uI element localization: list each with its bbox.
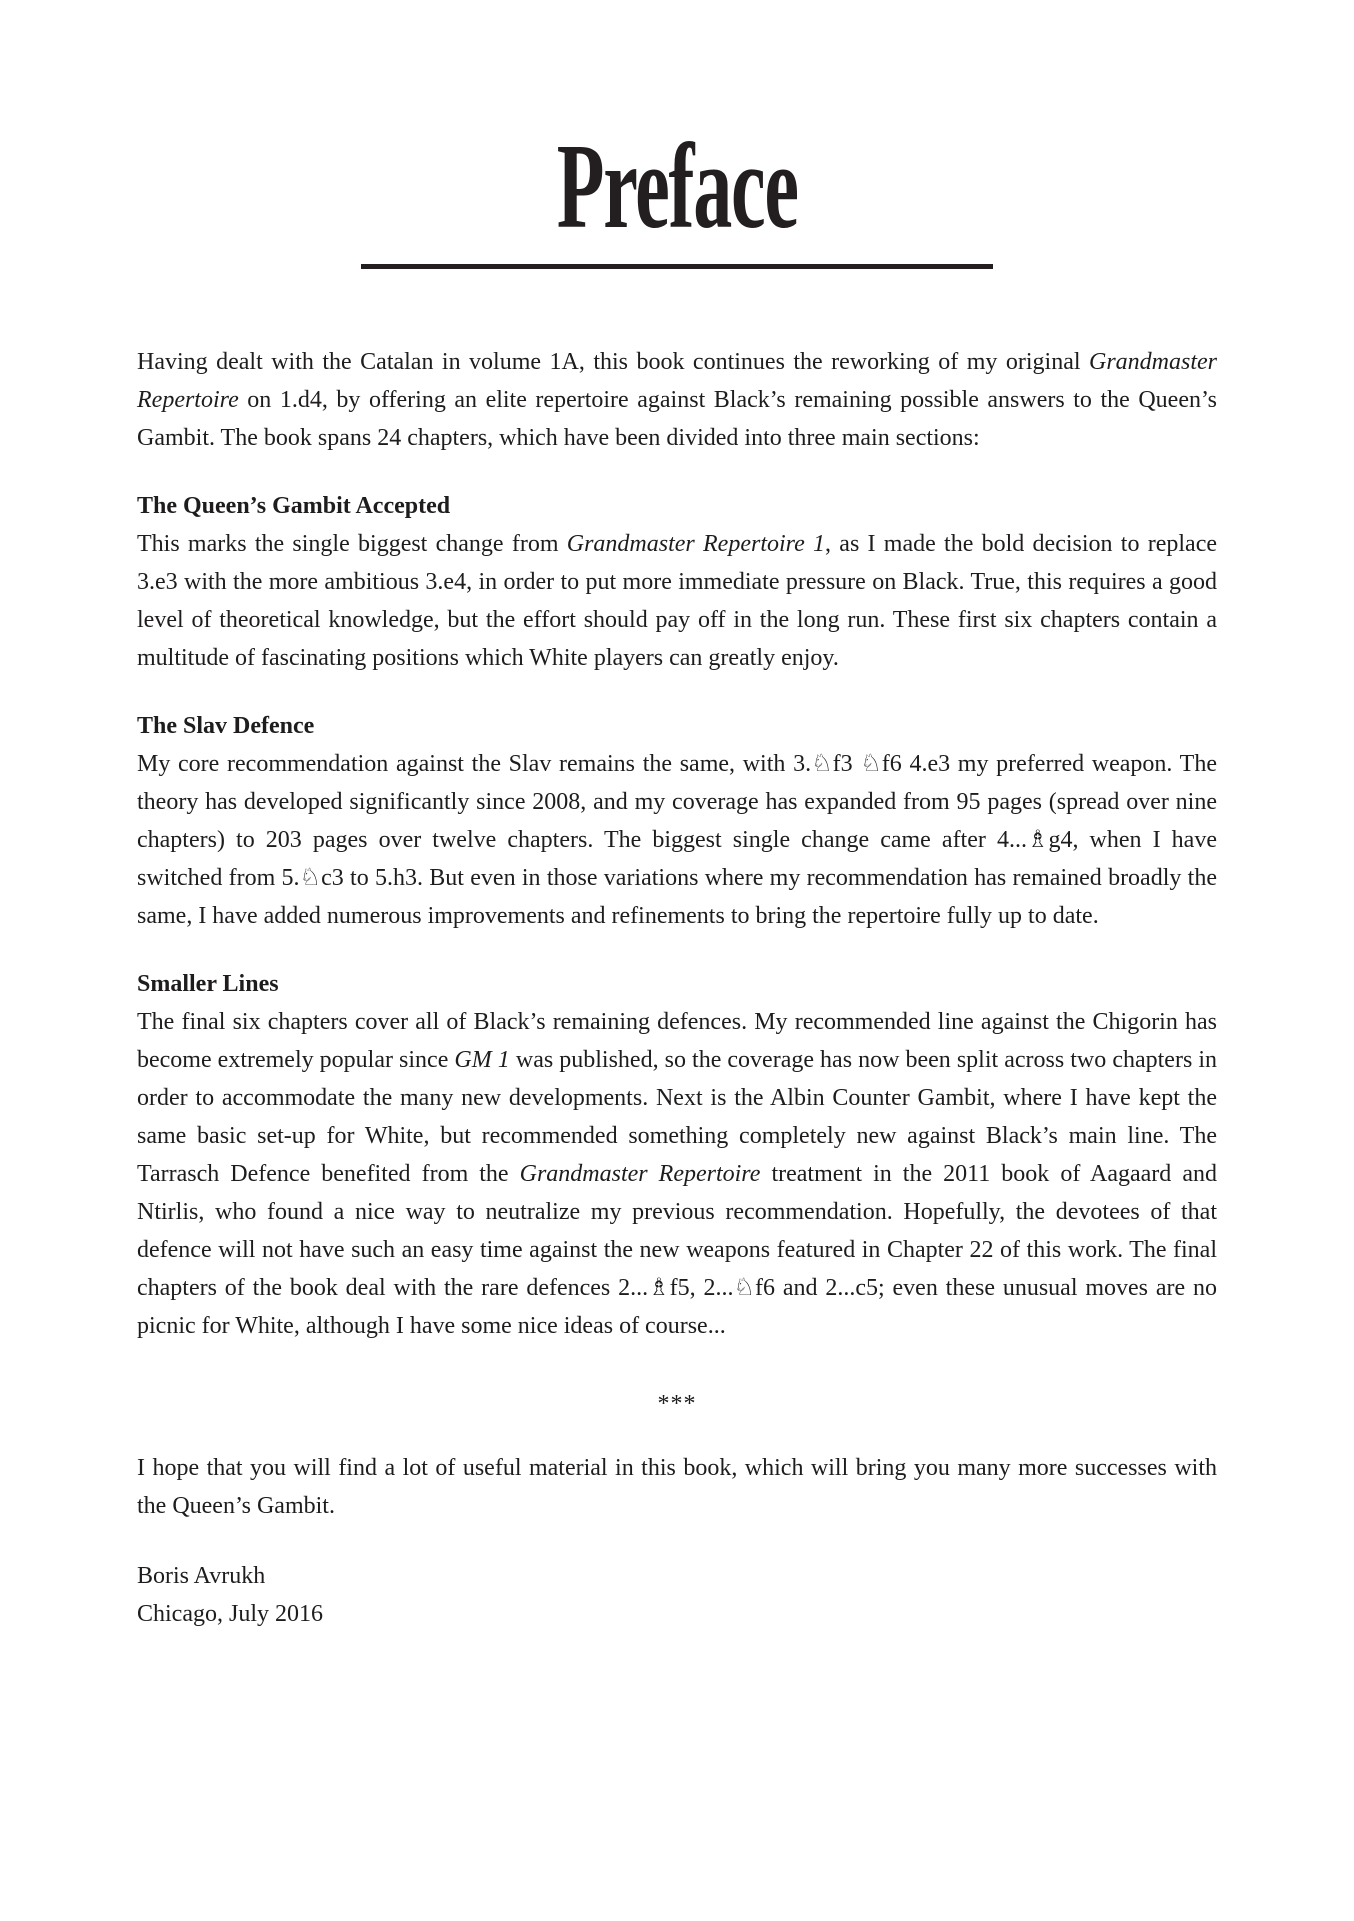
- text-run: Having dealt with the Catalan in volume 1A, this book continues the reworking of my original: [137, 349, 1089, 375]
- title-rule: [361, 264, 993, 269]
- signature-block: [137, 1557, 1217, 1633]
- page-title-wrap: [0, 119, 1354, 254]
- italic-text-run: Grandmaster Repertoire: [519, 1161, 761, 1187]
- section-paragraph: [137, 745, 1217, 935]
- italic-text-run: Grandmaster Repertoire 1: [566, 531, 826, 557]
- text-run: The final six chapters cover all of Black’s remaining defences. My recommended line against the Chigorin has become extremely popular since: [137, 1009, 1217, 1073]
- section-paragraph: [137, 1003, 1217, 1345]
- section-heading: Smaller Lines: [137, 971, 279, 997]
- section-separator: ***: [657, 1391, 697, 1417]
- text-run: was published, so the coverage has now been split across two chapters in order to accommodate the many new developments. Next is the Albin Counter Gambit, where I have kept the same basic set-up for White, but recommended something completely new against Black’s main line. The Tarrasch Defence benefited from the: [137, 1047, 1218, 1187]
- section-heading: The Slav Defence: [137, 713, 315, 739]
- text-run: This marks the single biggest change from: [137, 531, 567, 557]
- text-run: treatment in the 2011 book of Aagaard and Ntirlis, who found a nice way to neutralize my previous recommendation. Hopefully, the devotees of that defence will not have such an easy time against the new weapons featured in Chapter 22 of this work. The final chapters of the book deal with the rare defences 2...♗f5, 2...♘f6 and 2...c5; even these unusual moves are no picnic for White, although I have some nice ideas of course...: [137, 1161, 1217, 1339]
- sections-container: [137, 487, 1217, 1345]
- closing-paragraph: [137, 1449, 1217, 1525]
- text-run: on 1.d4, by offering an elite repertoire against Black’s remaining possible answers to the Queen’s Gambit. The book spans 24 chapters, which have been divided into three main sections:: [137, 387, 1217, 451]
- section-paragraph: [137, 525, 1217, 677]
- page-title: Preface: [556, 119, 798, 254]
- intro-paragraph: [137, 343, 1217, 457]
- preface-content: [137, 343, 1217, 1633]
- text-run: I hope that you will find a lot of useful material in this book, which will bring you many more successes with the Queen’s Gambit.: [137, 1455, 1217, 1519]
- text-run: My core recommendation against the Slav remains the same, with 3.♘f3 ♘f6 4.e3 my preferred weapon. The theory has developed significantly since 2008, and my coverage has expanded from 95 pages (spread over nine chapters) to 203 pages over twelve chapters. The biggest single change came after 4...♗g4, when I have switched from 5.♘c3 to 5.h3. But even in those variations where my recommendation has remained broadly the same, I have added numerous improvements and refinements to bring the repertoire fully up to date.: [137, 751, 1217, 929]
- author-name: Boris Avrukh: [137, 1563, 266, 1589]
- italic-text-run: GM 1: [454, 1047, 510, 1073]
- text-run: , as I made the bold decision to replace 3.e3 with the more ambitious 3.e4, in order to put more immediate pressure on Black. True, this requires a good level of theoretical knowledge, but the effort should pay off in the long run. These first six chapters contain a multitude of fascinating positions which White players can greatly enjoy.: [137, 531, 1217, 671]
- italic-text-run: Grandmaster Repertoire: [137, 349, 1217, 413]
- section-heading: The Queen’s Gambit Accepted: [137, 493, 451, 519]
- place-and-date: Chicago, July 2016: [137, 1601, 323, 1627]
